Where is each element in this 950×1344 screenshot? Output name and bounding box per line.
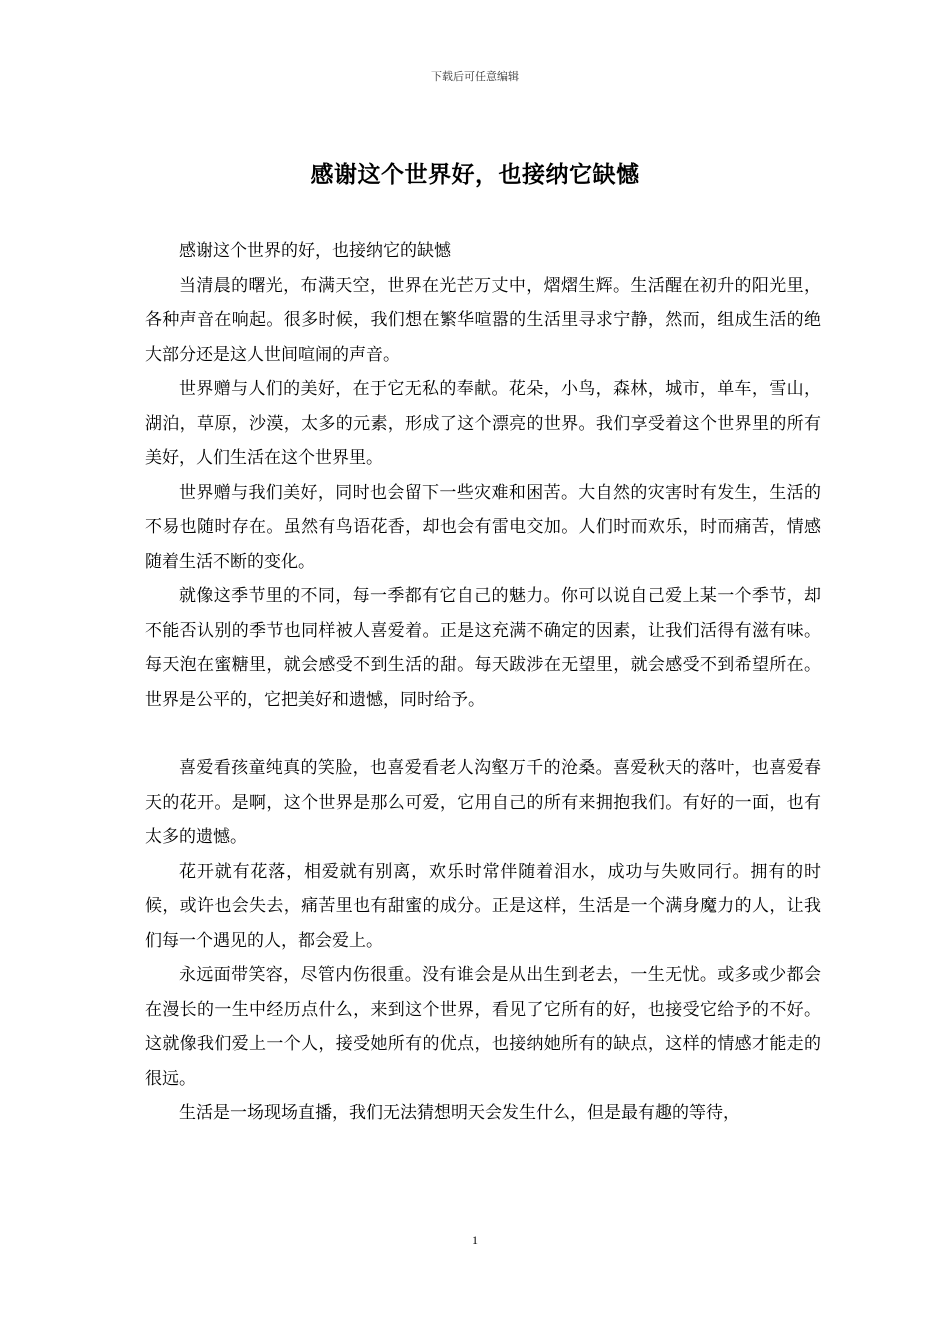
page-number: 1	[472, 1233, 478, 1247]
document-title: 感谢这个世界好，也接纳它缺憾	[310, 162, 640, 188]
paragraph: 喜爱看孩童纯真的笑脸，也喜爱看老人沟壑万千的沧桑。喜爱秋天的落叶，也喜爱春天的花开。是啊，这个世界是那么可爱，它用自己的所有来拥抱我们。有好的一面，也有太多的遗憾。	[145, 758, 821, 847]
paragraph: 花开就有花落，相爱就有别离，欢乐时常伴随着泪水，成功与失败同行。拥有的时候，或许也会失去，痛苦里也有甜蜜的成分。正是这样，生活是一个满身魔力的人，让我们每一个遇见的人，都会爱上。	[145, 861, 821, 951]
paragraph: 感谢这个世界的好，也接纳它的缺憾	[179, 241, 451, 261]
paragraph: 生活是一场现场直播，我们无法猜想明天会发生什么，但是最有趣的等待，	[179, 1103, 740, 1123]
download-note: 下载后可任意编辑	[431, 70, 519, 83]
paragraph: 当清晨的曙光，布满天空，世界在光芒万丈中，熠熠生辉。生活醒在初升的阳光里，各种声音在响起。很多时候，我们想在繁华喧嚣的生活里寻求宁静，然而，组成生活的绝大部分还是这人世间喧闹的声音。	[145, 275, 821, 365]
paragraph: 世界赠与人们的美好，在于它无私的奉献。花朵，小鸟，森林，城市，单车，雪山，湖泊，草原，沙漠，太多的元素，形成了这个漂亮的世界。我们享受着这个世界里的所有美好，人们生活在这个世界里。	[145, 379, 821, 468]
paragraph: 世界赠与我们美好，同时也会留下一些灾难和困苦。大自然的灾害时有发生，生活的不易也随时存在。虽然有鸟语花香，却也会有雷电交加。人们时而欢乐，时而痛苦，情感随着生活不断的变化。	[145, 482, 821, 572]
paragraph: 就像这季节里的不同，每一季都有它自己的魅力。你可以说自己爱上某一个季节，却不能否认别的季节也同样被人喜爱着。正是这充满不确定的因素，让我们活得有滋有味。每天泡在蜜糖里，就会感受不到生活的甜。每天跋涉在无望里，就会感受不到希望所在。世界是公平的，它把美好和遗憾，同时给予。	[145, 586, 821, 710]
document-body	[145, 234, 821, 1131]
paragraph: 永远面带笑容，尽管内伤很重。没有谁会是从出生到老去，一生无忧。或多或少都会在漫长的一生中经历点什么，来到这个世界，看见了它所有的好，也接受它给予的不好。这就像我们爱上一个人，接受她所有的优点，也接纳她所有的缺点，这样的情感才能走的很远。	[145, 965, 821, 1089]
